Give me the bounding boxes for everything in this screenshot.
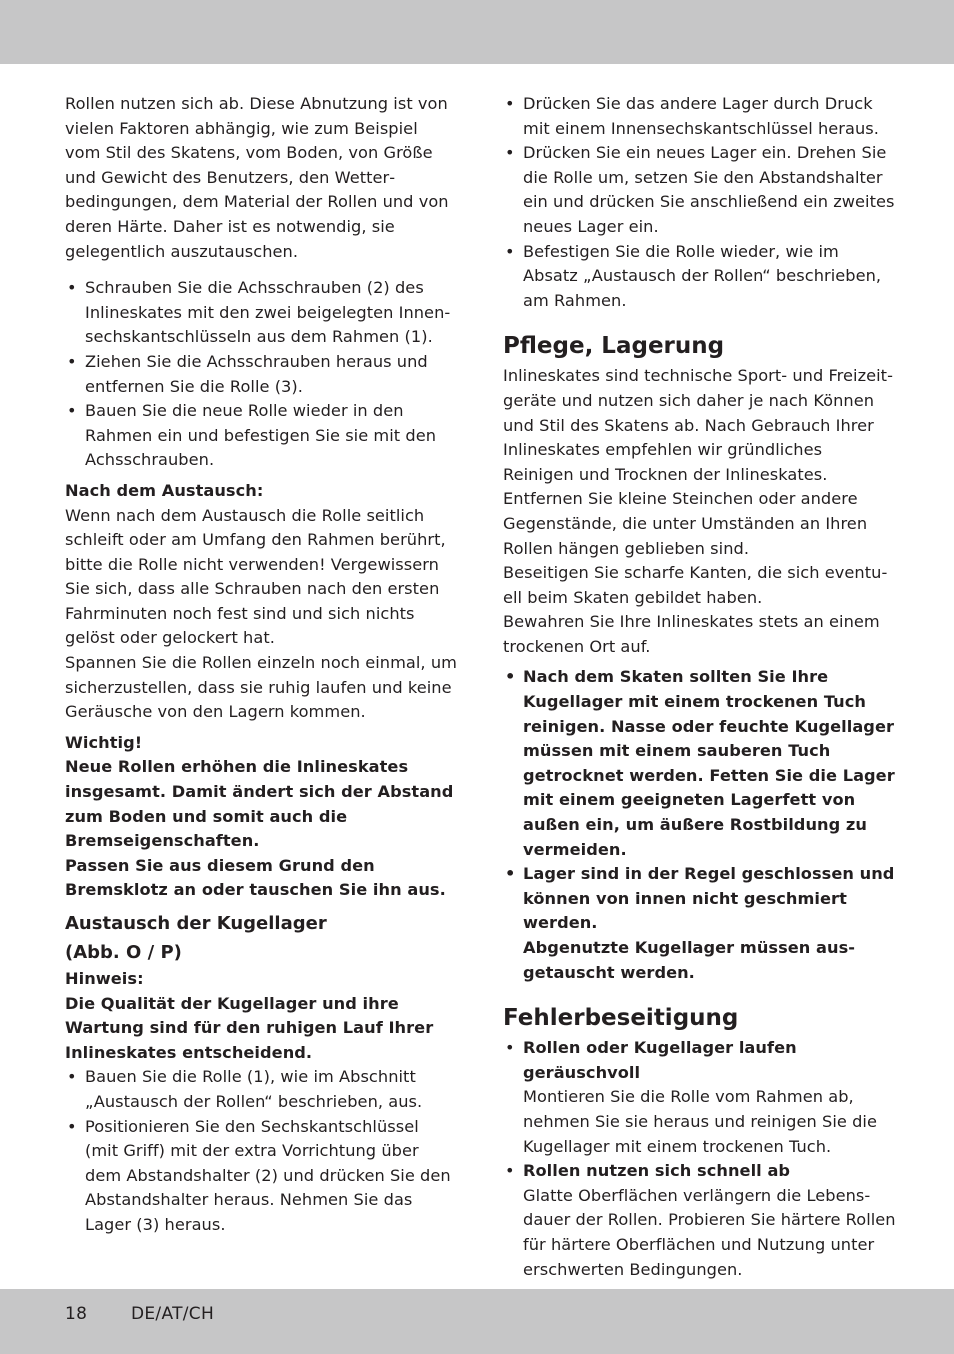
wheel-replacement-steps bbox=[65, 276, 457, 473]
intro-paragraph: Rollen nutzen sich ab. Diese Abnutzung ist von vielen Faktoren abhängig, wie zum Beispiel vom Stil des Skatens, vom Boden, von Größe und Gewicht des Benutzers, den Wetterbedingungen, dem Material der Rollen und von deren Härte. Daher ist es notwendig, sie gelegentlich auszutauschen. bbox=[65, 94, 449, 261]
list-item: • Bauen Sie die Rolle (1), wie im Abschnitt „Austausch der Rollen“ beschrieben, aus. bbox=[65, 1065, 457, 1114]
list-item: • Schrauben Sie die Achsschrauben (2) des Inlineskates mit den zwei beigelegten Innensechskantschlüsseln aus dem Rahmen (1). bbox=[65, 276, 457, 350]
care-text: Inlineskates sind technische Sport- und Freizeitgeräte und nutzen sich daher je nach Können und Stil des Skatens ab. Nach Gebrauch Ihrer Inlineskates empfehlen wir gründliches Reinigen und Trocknen der Inlineskates. bbox=[503, 366, 893, 484]
language-code: DE/AT/CH bbox=[131, 1304, 215, 1324]
care-bullet-text-2: Abgenutzte Kugellager müssen ausgetauscht werden. bbox=[523, 938, 855, 982]
after-replacement-heading: Nach dem Austausch: bbox=[65, 480, 264, 500]
important-text: Neue Rollen erhöhen die Inlineskates insgesamt. Damit ändert sich der Abstand zum Boden und somit auch die Bremseigenschaften. bbox=[65, 757, 454, 851]
trouble-title: • Rollen nutzen sich schnell ab bbox=[523, 1161, 791, 1181]
trouble-title: • Rollen oder Kugellager laufen geräuschvoll bbox=[523, 1038, 797, 1082]
left-column bbox=[65, 92, 457, 1238]
troubleshooting-heading: Fehlerbeseitigung bbox=[503, 1005, 739, 1032]
care-text-2: Entfernen Sie kleine Steinchen oder andere Gegenstände, die unter Umständen an Ihren Rollen hängen geblieben sind. bbox=[503, 489, 868, 558]
care-text-3: Beseitigen Sie scharfe Kanten, die sich eventuell beim Skaten gebildet haben. bbox=[503, 563, 888, 607]
list-item: • Ziehen Sie die Achsschrauben heraus und entfernen Sie die Rolle (3). bbox=[65, 350, 457, 399]
care-text-4: Bewahren Sie Ihre Inlineskates stets an einem trockenen Ort auf. bbox=[503, 612, 880, 656]
bearing-replacement-steps bbox=[65, 1065, 457, 1237]
troubleshooting-list bbox=[503, 1036, 897, 1282]
right-column bbox=[503, 92, 897, 1282]
list-item: • Befestigen Sie die Rolle wieder, wie im Absatz „Austausch der Rollen“ beschrieben, am Rahmen. bbox=[503, 240, 897, 314]
list-item bbox=[503, 1159, 897, 1282]
note-text: Die Qualität der Kugellager und ihre Wartung sind für den ruhigen Lauf Ihrer Inlineskates entscheidend. bbox=[65, 993, 434, 1062]
bearings-heading-figure-ref: (Abb. O / P) bbox=[65, 942, 182, 963]
care-bullets bbox=[503, 665, 897, 985]
after-replacement-text: Wenn nach dem Austausch die Rolle seitlich schleift oder am Umfang den Rahmen berührt, bitte die Rolle nicht verwenden! Vergewissern Sie sich, dass alle Schrauben nach den ersten Fahrminuten noch fest sind und sich nichts gelöst oder gelockert hat. bbox=[65, 505, 446, 648]
important-text-2: Passen Sie aus diesem Grund den Bremsklotz an oder tauschen Sie ihn aus. bbox=[65, 855, 446, 900]
list-item bbox=[503, 1036, 897, 1159]
page-number: 18 bbox=[65, 1304, 88, 1324]
care-bullet-text: • Lager sind in der Regel geschlossen und können von innen nicht geschmiert werden. bbox=[523, 864, 895, 933]
bearings-heading: Austausch der Kugellager bbox=[65, 913, 327, 934]
note-heading: Hinweis: bbox=[65, 969, 144, 988]
header-bar bbox=[0, 0, 954, 64]
bearing-replacement-steps-continued bbox=[503, 92, 897, 313]
list-item: • Drücken Sie das andere Lager durch Druck mit einem Innensechskantschlüssel heraus. bbox=[503, 92, 897, 141]
list-item: • Bauen Sie die neue Rolle wieder in den Rahmen ein und befestigen Sie sie mit den Achsschrauben. bbox=[65, 399, 457, 473]
trouble-text: Glatte Oberflächen verlängern die Lebensdauer der Rollen. Probieren Sie härtere Rollen für härtere Oberflächen und Nutzung unter erschwerten Bedingungen. bbox=[523, 1185, 896, 1279]
list-item bbox=[503, 862, 897, 985]
list-item: • Positionieren Sie den Sechskantschlüssel (mit Griff) mit der extra Vorrichtung über dem Abstandshalter (2) und drücken Sie den Abstandshalter heraus. Nehmen Sie das Lager (3) heraus. bbox=[65, 1115, 457, 1238]
important-heading: Wichtig! bbox=[65, 732, 143, 752]
after-replacement-text-2: Spannen Sie die Rollen einzeln noch einmal, um sicherzustellen, dass sie ruhig laufen und keine Geräusche von den Lagern kommen. bbox=[65, 653, 457, 722]
list-item: • Drücken Sie ein neues Lager ein. Drehen Sie die Rolle um, setzen Sie den Abstandshalter ein und drücken Sie anschließend ein zweites neues Lager ein. bbox=[503, 141, 897, 239]
care-storage-heading: Pflege, Lagerung bbox=[503, 333, 725, 360]
trouble-text: Montieren Sie die Rolle vom Rahmen ab, nehmen Sie sie heraus und reinigen Sie die Kugellager mit einem trockenen Tuch. bbox=[523, 1087, 877, 1156]
list-item: • Nach dem Skaten sollten Sie Ihre Kugellager mit einem trockenen Tuch reinigen. Nasse oder feuchte Kugellager müssen mit einem sauberen Tuch getrocknet werden. Fetten Sie die Lager mit einem geeigneten Lagerfett von außen ein, um äußere Rostbildung zu vermeiden. bbox=[503, 665, 897, 862]
